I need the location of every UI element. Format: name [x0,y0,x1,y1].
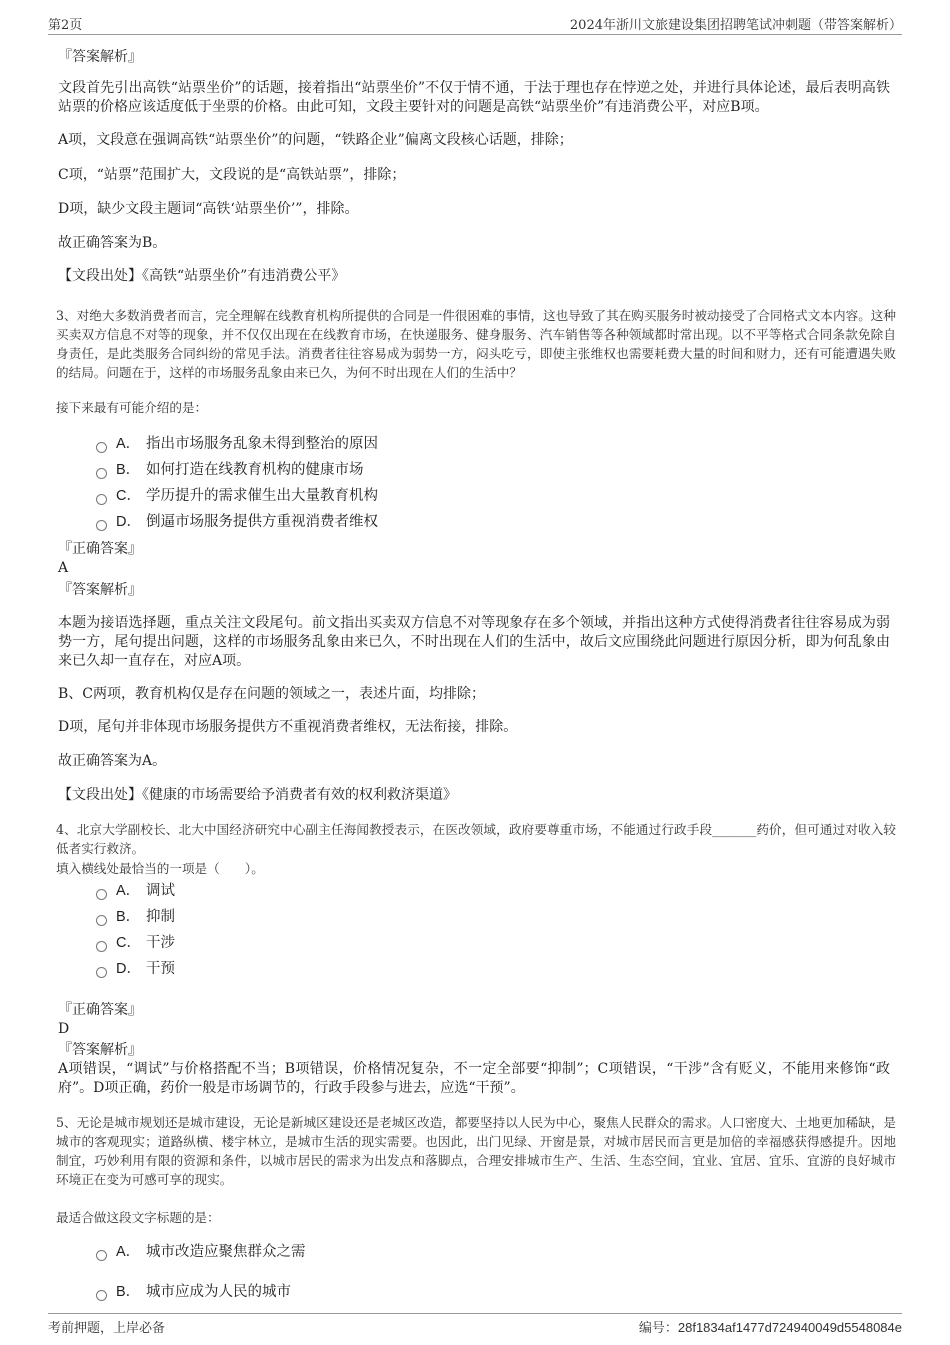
q3-option-a[interactable]: A． 指出市场服务乱象未得到整治的原因 [96,434,378,454]
q4-prompt: 填入横线处最恰当的一项是（ ）。 [56,861,264,876]
q3-analysis-bc: B、C两项，教育机构仅是存在问题的领域之一，表述片面，均排除； [58,686,485,702]
q2-conclusion: 故正确答案为B。 [58,235,167,251]
radio-button[interactable] [96,442,107,453]
q3-option-c[interactable]: C． 学历提升的需求催生出大量教育机构 [96,486,378,506]
q4-option-d[interactable]: D． 干预 [96,959,175,979]
radio-button[interactable] [96,1290,107,1301]
q2-analysis-label: 『答案解析』 [58,49,142,65]
document-code: 编号：28f1834af1477d724940049d5548084e [638,1320,902,1335]
radio-button[interactable] [96,941,107,952]
radio-button[interactable] [96,494,107,505]
document-title: 2024年浙川文旅建设集团招聘笔试冲刺题（带答案解析） [569,18,902,33]
radio-button[interactable] [96,1250,107,1261]
q3-analysis-label: 『答案解析』 [58,582,142,598]
q4-option-b[interactable]: B． 抑制 [96,907,175,927]
radio-button[interactable] [96,520,107,531]
page-footer [48,1313,902,1336]
q3-analysis-d: D项，尾句并非体现市场服务提供方不重视消费者维权，无法衔接，排除。 [58,719,518,735]
q2-analysis-paragraph: 文段首先引出高铁“站票坐价”的话题，接着指出“站票坐价”不仅于情不通，于法于理也存在悖逆之处，并进行具体论述，最后表明高铁站票的价格应该适度低于坐票的价格。由此可知，文段主要针对的问题是高铁“站票坐价”有违消费公平，对应B项。 [58,80,890,115]
q3-prompt: 接下来最有可能介绍的是： [56,400,208,415]
radio-button[interactable] [96,889,107,900]
q3-option-d[interactable]: D． 倒逼市场服务提供方重视消费者维权 [96,512,378,532]
q3-conclusion: 故正确答案为A。 [58,753,167,769]
page-header [48,12,902,35]
q3-stem: 3、对绝大多数消费者而言，完全理解在线教育机构所提供的合同是一件很困难的事情，这也导致了其在购买服务时被动接受了合同格式文本内容。这种买卖双方信息不对等的现象，并不仅仅出现在在线教育市场，在快递服务、健身服务、汽车销售等各种领域都时常出现。以不平等格式合同条款免除自身责任，是此类服务合同纠纷的常见手法。消费者往往容易成为弱势一方，闷头吃亏，即使主张维权也需要耗费大量的时间和财力，还有可能遭遇失败的结局。问题在于，这样的市场服务乱象由来已久，为何不时出现在人们的生活中？ [56,308,896,380]
q4-correct-label: 『正确答案』 [58,1002,142,1018]
q4-correct-answer: D [58,1021,70,1037]
q5-stem: 5、无论是城市规划还是城市建设，无论是新城区建设还是老城区改造，都要坚持以人民为中心，聚焦人民群众的需求。人口密度大、土地更加稀缺，是城市的客观现实；道路纵横、楼宇林立，是城市生活的现实需要。也因此，出门见绿、开窗是景，对城市居民而言更是加倍的幸福感获得感提升。因地制宜，巧妙利用有限的资源和条件，以城市居民的需求为出发点和落脚点，合理安排城市生产、生活、生态空间，宜业、宜居、宜乐、宜游的良好城市环境正在变为可感可享的现实。 [56,1115,896,1187]
footer-slogan: 考前押题，上岸必备 [48,1321,166,1336]
page-number: 第2页 [48,18,83,33]
q3-correct-answer: A [58,560,69,576]
q4-analysis-paragraph: A项错误，“调试”与价格搭配不当；B项错误，价格情况复杂，不一定全部要“抑制”；C项错误，“干涉”含有贬义，不能用来修饰“政府”。D项正确，药价一般是市场调节的，行政手段参与进去，应选“干预”。 [58,1061,890,1096]
q3-analysis-paragraph: 本题为接语选择题，重点关注文段尾句。前文指出买卖双方信息不对等现象存在多个领域，并指出这种方式使得消费者往往容易成为弱势一方，尾句提出问题，这样的市场服务乱象由来已久，不时出现在人们的生活中，故后文应围绕此问题进行原因分析，即为何乱象由来已久却一直存在，对应A项。 [58,615,890,669]
q2-source: 【文段出处】《高铁“站票坐价”有违消费公平》 [58,268,346,284]
q4-option-c[interactable]: C． 干涉 [96,933,175,953]
q5-prompt: 最适合做这段文字标题的是： [56,1210,220,1225]
q4-analysis-label: 『答案解析』 [58,1042,142,1058]
q5-option-b[interactable]: B． 城市应成为人民的城市 [96,1282,291,1302]
q3-option-b[interactable]: B． 如何打造在线教育机构的健康市场 [96,460,364,480]
radio-button[interactable] [96,967,107,978]
q4-option-a[interactable]: A． 调试 [96,881,175,901]
q4-stem: 4、北京大学副校长、北大中国经济研究中心副主任海闻教授表示，在医改领域，政府要尊重市场，不能通过行政手段_______药价，但可通过对收入较低者实行救济。 [56,822,896,856]
q5-option-a[interactable]: A． 城市改造应聚焦群众之需 [96,1242,306,1262]
q2-analysis-option-a: A项，文段意在强调高铁“站票坐价”的问题，“铁路企业”偏离文段核心话题，排除； [58,132,573,148]
radio-button[interactable] [96,915,107,926]
q3-source: 【文段出处】《健康的市场需要给予消费者有效的权利救济渠道》 [58,787,457,803]
q3-correct-label: 『正确答案』 [58,541,142,557]
q2-analysis-option-c: C项，“站票”范围扩大，文段说的是“高铁站票”，排除； [58,167,406,183]
radio-button[interactable] [96,468,107,479]
q2-analysis-option-d: D项，缺少文段主题词“高铁‘站票坐价’”，排除。 [58,201,359,217]
